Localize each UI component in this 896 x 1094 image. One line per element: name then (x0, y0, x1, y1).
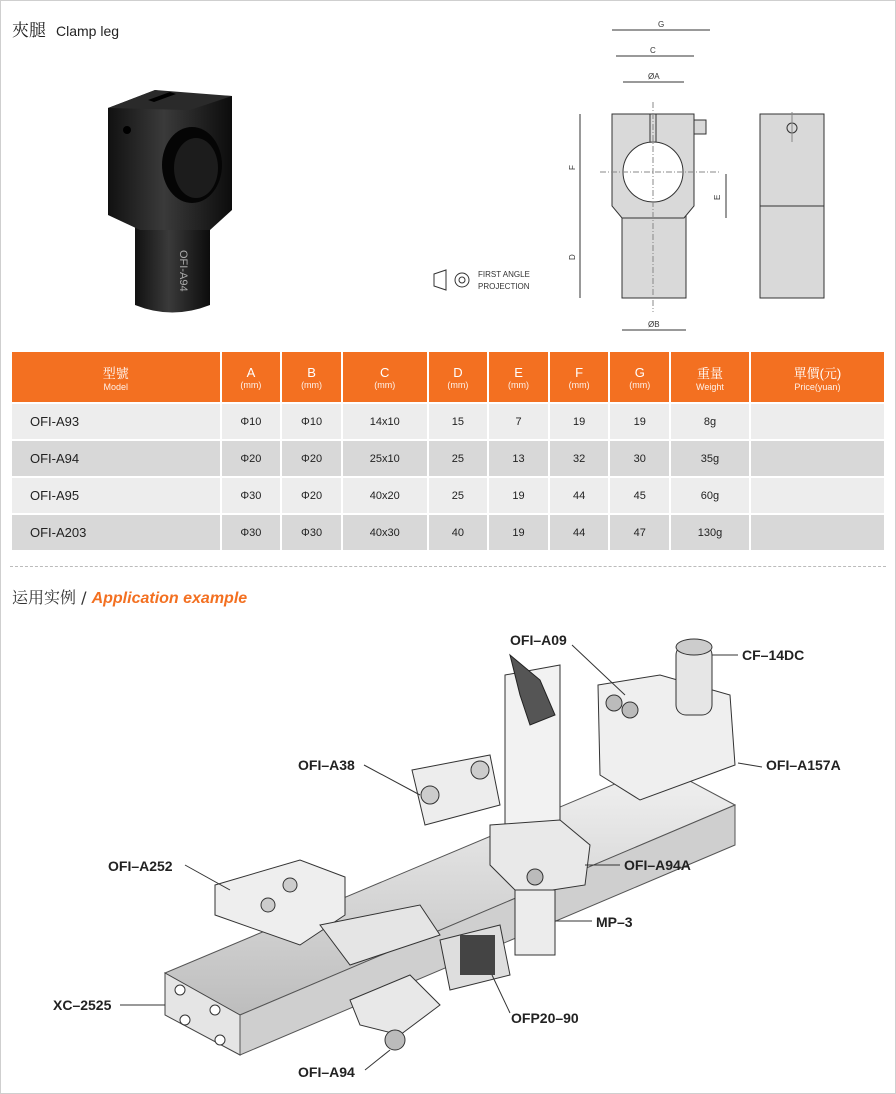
table-row (12, 402, 884, 439)
table-cell (751, 402, 884, 439)
table-cell: 44 (550, 476, 609, 513)
column-header (282, 352, 341, 402)
column-header-sublabel: (mm) (568, 379, 590, 390)
product-photo (100, 80, 260, 330)
dim-g: G (658, 20, 665, 29)
section-divider (10, 566, 886, 567)
column-header-label: 單價(元) (793, 365, 842, 381)
table-body (12, 402, 884, 550)
application-diagram (0, 615, 896, 1094)
table-cell: 32 (550, 439, 609, 476)
table-cell: 45 (610, 476, 669, 513)
table-cell: Φ20 (282, 439, 341, 476)
table-cell: 30 (610, 439, 669, 476)
table-cell: 40 (429, 513, 488, 550)
table-cell: 35g (671, 439, 749, 476)
table-cell: Φ10 (222, 402, 281, 439)
column-header-label: F (575, 364, 584, 380)
label-ofi-a94a: OFI–A94A (624, 857, 691, 873)
table-cell: Φ30 (222, 513, 281, 550)
table-cell (751, 476, 884, 513)
table-cell: 60g (671, 476, 749, 513)
column-header (343, 352, 427, 402)
table-cell: 130g (671, 513, 749, 550)
table-cell: 25 (429, 439, 488, 476)
table-row (12, 439, 884, 476)
label-mp-3: MP–3 (596, 914, 633, 930)
column-header-label: B (307, 364, 316, 380)
table-cell: 8g (671, 402, 749, 439)
table-cell: 44 (550, 513, 609, 550)
table-cell: 25 (429, 476, 488, 513)
column-header (12, 352, 220, 402)
column-header-sublabel: (mm) (629, 379, 651, 390)
column-header-label: 重量 (696, 365, 723, 381)
table-cell (751, 513, 884, 550)
label-ofp20-90: OFP20–90 (511, 1010, 579, 1026)
label-ofi-a94: OFI–A94 (298, 1064, 355, 1080)
table-cell: 25x10 (343, 439, 427, 476)
column-header-sublabel: (mm) (240, 379, 262, 390)
column-header-label: C (380, 364, 390, 380)
column-header (222, 352, 281, 402)
table-cell: 40x30 (343, 513, 427, 550)
table-cell: Φ30 (282, 513, 341, 550)
column-header (671, 352, 749, 402)
column-header-sublabel: Model (103, 381, 129, 392)
photo-engraving: OFI-A94 (177, 250, 189, 292)
column-header-label: D (453, 364, 463, 380)
column-header (751, 352, 884, 402)
application-title-en: Application example (91, 590, 248, 607)
table-cell: 19 (489, 513, 548, 550)
table-cell: 15 (429, 402, 488, 439)
column-header (429, 352, 488, 402)
label-ofi-a157a: OFI–A157A (766, 757, 841, 773)
table-cell: 19 (550, 402, 609, 439)
model-cell: OFI-A95 (12, 476, 220, 513)
model-cell: OFI-A94 (12, 439, 220, 476)
column-header-sublabel: Weight (696, 381, 724, 392)
dim-c: C (650, 46, 656, 55)
column-header (550, 352, 609, 402)
application-title-cn: 运用实例 / (12, 588, 92, 607)
column-header (610, 352, 669, 402)
title-cn: 夾腿 (12, 21, 46, 41)
column-header-label: 型號 (102, 365, 129, 381)
table-row (12, 513, 884, 550)
table-cell: 13 (489, 439, 548, 476)
dim-b: ØB (648, 320, 660, 329)
column-header (489, 352, 548, 402)
title-en: Clamp leg (56, 23, 120, 39)
table-cell: Φ20 (222, 439, 281, 476)
table-header-row (12, 352, 884, 402)
label-xc-2525: XC–2525 (53, 997, 112, 1013)
table-cell: 7 (489, 402, 548, 439)
spec-table (10, 352, 886, 550)
table-cell: 19 (610, 402, 669, 439)
column-header-label: A (246, 364, 256, 380)
dim-f: F (568, 165, 577, 170)
dim-d: D (568, 254, 577, 260)
projection-line1: FIRST ANGLE (478, 270, 530, 279)
technical-drawing (420, 12, 880, 342)
column-header-sublabel: Price(yuan) (794, 381, 841, 392)
table-cell: Φ10 (282, 402, 341, 439)
table-cell: 14x10 (343, 402, 427, 439)
column-header-sublabel: (mm) (508, 379, 530, 390)
label-ofi-a38: OFI–A38 (298, 757, 355, 773)
table-cell: 19 (489, 476, 548, 513)
table-cell: Φ20 (282, 476, 341, 513)
projection-line2: PROJECTION (478, 282, 530, 291)
column-header-sublabel: (mm) (301, 379, 323, 390)
table-cell (751, 439, 884, 476)
column-header-sublabel: (mm) (447, 379, 469, 390)
table-cell: 47 (610, 513, 669, 550)
column-header-sublabel: (mm) (374, 379, 396, 390)
label-ofi-a252: OFI–A252 (108, 858, 173, 874)
table-row (12, 476, 884, 513)
table-cell: Φ30 (222, 476, 281, 513)
model-cell: OFI-A203 (12, 513, 220, 550)
label-cf-14dc: CF–14DC (742, 647, 805, 663)
model-cell: OFI-A93 (12, 402, 220, 439)
table-cell: 40x20 (343, 476, 427, 513)
dim-a: ØA (648, 72, 660, 81)
dim-e: E (713, 194, 722, 200)
page-title (12, 16, 119, 41)
label-ofi-a09: OFI–A09 (510, 632, 567, 648)
column-header-label: G (634, 364, 645, 380)
column-header-label: E (514, 364, 523, 380)
application-title (12, 585, 247, 608)
